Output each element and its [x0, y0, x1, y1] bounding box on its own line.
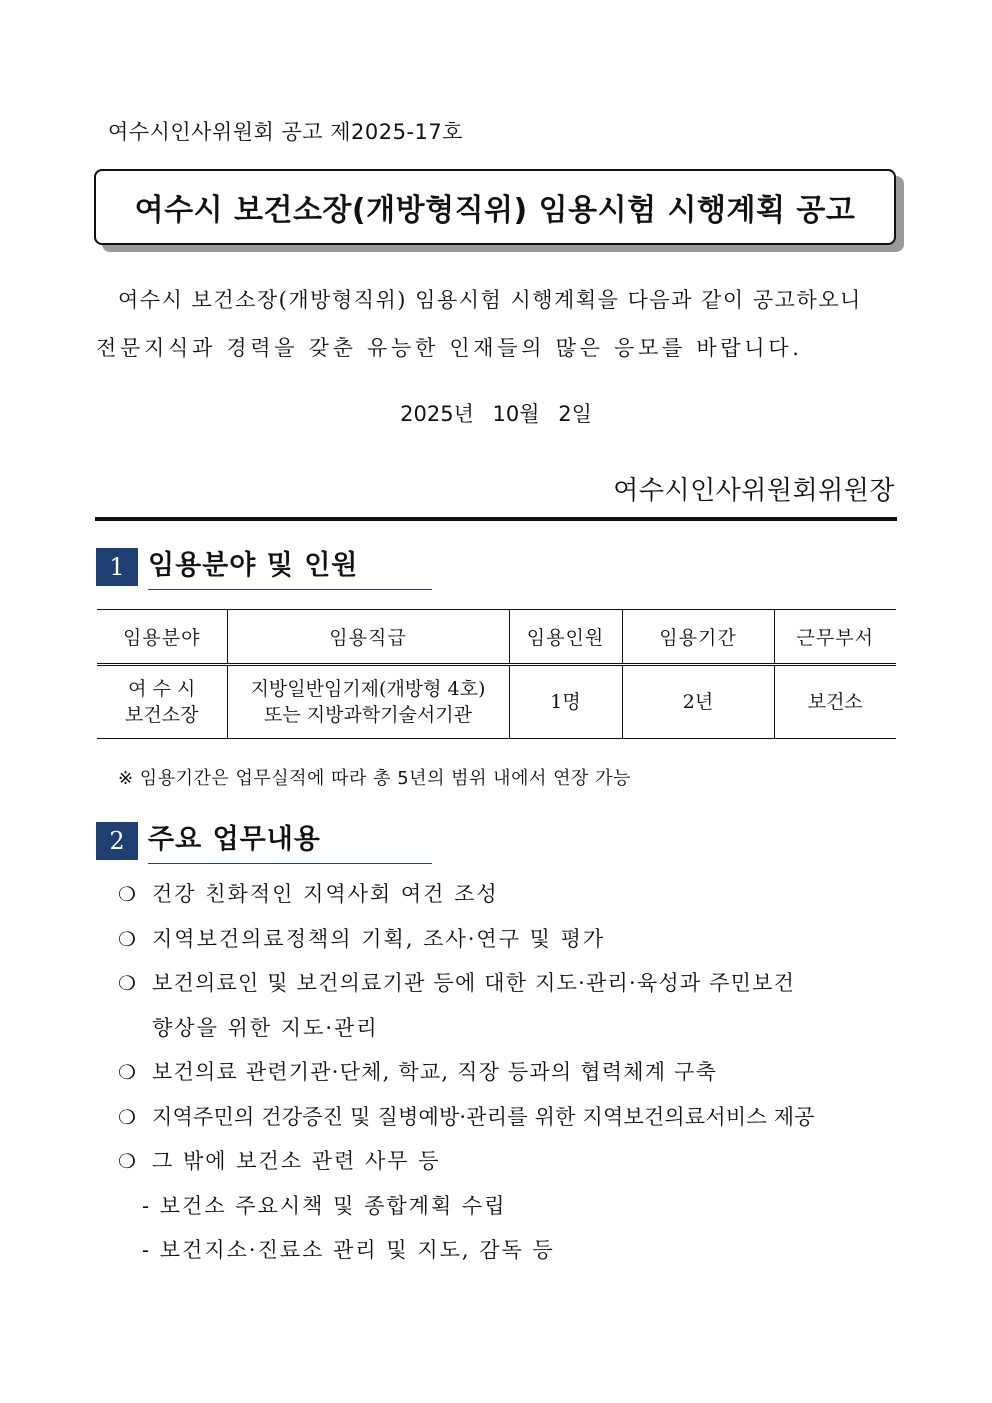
table-header: 임용인원 [509, 610, 622, 665]
duty-list [118, 872, 898, 1273]
sub-item: - 보건지소·진료소 관리 및 지도, 감독 등 [142, 1238, 555, 1262]
circle-bullet-icon: ❍ [118, 1149, 136, 1173]
cell-period: 2년 [622, 665, 774, 739]
page-title: 여수시 보건소장(개방형직위) 임용시험 시행계획 공고 [134, 193, 856, 228]
list-item [118, 1139, 898, 1184]
signer: 여수시인사위원회위원장 [613, 476, 895, 506]
list-item [118, 961, 898, 1006]
notice-date: 2025년 10월 2일 [400, 402, 592, 426]
cell-grade-line-2: 또는 지방과학기술서기관 [264, 704, 472, 726]
list-item-continuation [118, 1006, 898, 1051]
table-row [97, 665, 896, 739]
cell-count: 1명 [509, 665, 622, 739]
table-header: 근무부서 [774, 610, 896, 665]
circle-bullet-icon: ❍ [118, 882, 136, 906]
duty-text: 향상을 위한 지도·관리 [152, 1015, 379, 1040]
sub-item: - 보건소 주요시책 및 종합계획 수립 [142, 1193, 507, 1218]
cell-field [97, 665, 227, 739]
section-1-number-badge: 1 [96, 548, 138, 586]
duty-text: 건강 친화적인 지역사회 여건 조성 [152, 882, 499, 906]
section-2-number-badge: 2 [96, 822, 138, 860]
cell-grade [227, 665, 509, 739]
table-header: 임용기간 [622, 610, 774, 665]
section-2-title-underline [148, 822, 432, 864]
intro-line-1: 여수시 보건소장(개방형직위) 임용시험 시행계획을 다음과 같이 공고하오니 [118, 288, 862, 312]
title-box [94, 169, 896, 245]
section-2-header [96, 822, 432, 864]
duty-text: 보건의료인 및 보건의료기관 등에 대한 지도·관리·육성과 주민보건 [152, 971, 796, 995]
intro-line-2: 전문지식과 경력을 갖춘 유능한 인재들의 많은 응모를 바랍니다. [96, 336, 803, 360]
table-header: 임용분야 [97, 610, 227, 665]
duty-text: 지역주민의 건강증진 및 질병예방·관리를 위한 지역보건의료서비스 제공 [152, 1104, 815, 1129]
list-item [118, 1050, 898, 1095]
duty-text: 지역보건의료정책의 기획, 조사·연구 및 평가 [152, 926, 606, 951]
table-note: ※ 임용기간은 업무실적에 따라 총 5년의 범위 내에서 연장 가능 [118, 768, 631, 789]
section-1-header [96, 548, 432, 590]
list-item [118, 872, 898, 917]
list-item [118, 1095, 898, 1140]
table-header: 임용직급 [227, 610, 509, 665]
section-2-title: 주요 업무내용 [148, 824, 321, 855]
cell-grade-line-1: 지방일반임기제(개방형 4호) [250, 678, 486, 700]
duty-text: 그 밖에 보건소 관련 사무 등 [152, 1149, 441, 1173]
circle-bullet-icon: ❍ [118, 1060, 136, 1084]
table-header-row [97, 610, 896, 665]
duty-text: 보건의료 관련기관·단체, 학교, 직장 등과의 협력체계 구축 [152, 1060, 718, 1084]
cell-dept: 보건소 [774, 665, 896, 739]
circle-bullet-icon: ❍ [118, 1104, 136, 1129]
cell-field-line-2: 보건소장 [125, 704, 199, 726]
notice-number: 여수시인사위원회 공고 제2025-17호 [108, 120, 464, 144]
cell-field-line-1: 여 수 시 [128, 678, 196, 700]
section-1-title-underline [148, 548, 432, 590]
appointment-table [97, 609, 896, 739]
list-item [118, 917, 898, 962]
intro-paragraph [96, 276, 896, 372]
circle-bullet-icon: ❍ [118, 926, 136, 951]
section-1-title: 임용분야 및 인원 [148, 550, 359, 581]
circle-bullet-icon: ❍ [118, 971, 136, 995]
divider-rule [95, 517, 897, 521]
